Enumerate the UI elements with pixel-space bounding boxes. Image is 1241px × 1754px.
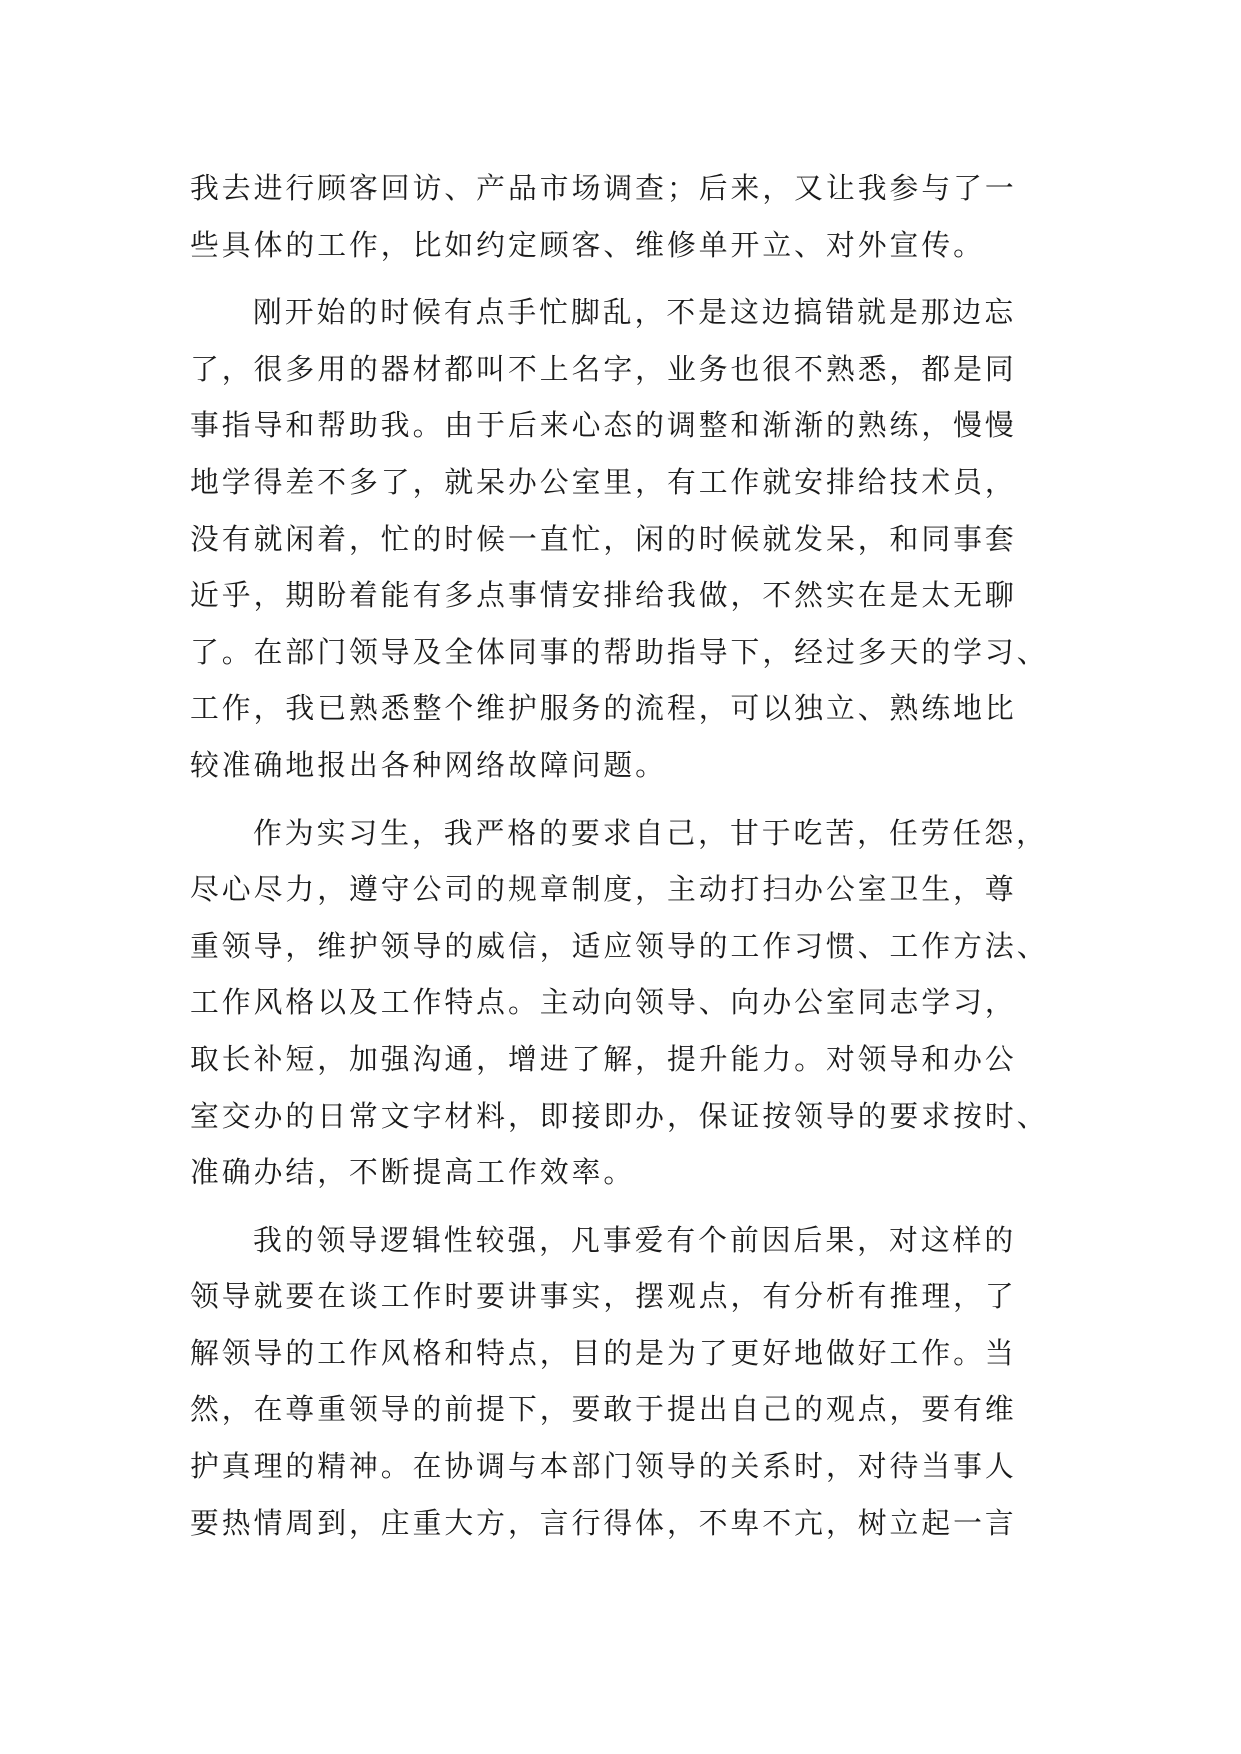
text-line: 护真理的精神。在协调与本部门领导的关系时，对待当事人	[190, 1449, 1017, 1484]
paragraph-3	[190, 805, 1060, 1201]
body-text	[190, 160, 1060, 1551]
paragraph-4	[190, 1212, 1060, 1552]
text-line: 没有就闲着，忙的时候一直忙，闲的时候就发呆，和同事套	[190, 521, 1017, 556]
paragraph-1	[190, 160, 1060, 273]
text-line: 些具体的工作，比如约定顾客、维修单开立、对外宣传。	[190, 227, 985, 262]
paragraph-2	[190, 284, 1060, 793]
text-line: 近乎，期盼着能有多点事情安排给我做，不然实在是太无聊	[190, 578, 1017, 613]
text-line: 较准确地报出各种网络故障问题。	[190, 747, 667, 782]
text-line: 要热情周到，庄重大方，言行得体，不卑不亢，树立起一言	[190, 1505, 1017, 1540]
text-line: 我的领导逻辑性较强，凡事爱有个前因后果，对这样的	[253, 1222, 1017, 1257]
text-line: 刚开始的时候有点手忙脚乱，不是这边搞错就是那边忘	[253, 295, 1017, 330]
text-line: 室交办的日常文字材料，即接即办，保证按领导的要求按时、	[190, 1098, 1049, 1133]
text-line: 工作，我已熟悉整个维护服务的流程，可以独立、熟练地比	[190, 691, 1017, 726]
text-line: 事指导和帮助我。由于后来心态的调整和渐渐的熟练，慢慢	[190, 408, 1017, 443]
text-line: 然，在尊重领导的前提下，要敢于提出自己的观点，要有维	[190, 1392, 1017, 1427]
text-line: 领导就要在谈工作时要讲事实，摆观点，有分析有推理，了	[190, 1279, 1017, 1314]
text-line: 了，很多用的器材都叫不上名字，业务也很不熟悉，都是同	[190, 351, 1017, 386]
text-line: 尽心尽力，遵守公司的规章制度，主动打扫办公室卫生，尊	[190, 872, 1017, 907]
text-line: 我去进行顾客回访、产品市场调查；后来，又让我参与了一	[190, 171, 1017, 205]
text-line: 地学得差不多了，就呆办公室里，有工作就安排给技术员，	[190, 464, 1017, 499]
text-line: 重领导，维护领导的威信，适应领导的工作习惯、工作方法、	[190, 928, 1049, 963]
text-line: 取长补短，加强沟通，增进了解，提升能力。对领导和办公	[190, 1041, 1017, 1076]
text-line: 作为实习生，我严格的要求自己，甘于吃苦，任劳任怨，	[253, 815, 1048, 850]
text-line: 解领导的工作风格和特点，目的是为了更好地做好工作。当	[190, 1335, 1017, 1370]
text-line: 准确办结，不断提高工作效率。	[190, 1155, 636, 1190]
text-line: 了。在部门领导及全体同事的帮助指导下，经过多天的学习、	[190, 634, 1049, 669]
text-line: 工作风格以及工作特点。主动向领导、向办公室同志学习，	[190, 985, 1017, 1020]
